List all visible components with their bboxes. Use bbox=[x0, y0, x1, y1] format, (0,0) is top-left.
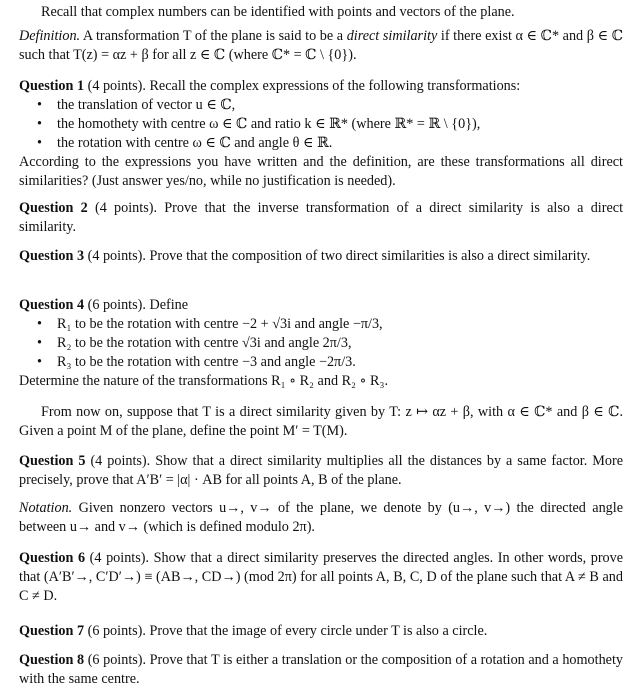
list-item: • R₁ to be the rotation with centre −2 + √3i and angle −π/3, bbox=[31, 315, 623, 334]
question-2-text: Prove that the inverse transformation of a direct similarity is also a direct similarity. bbox=[19, 200, 624, 235]
list-item: • R₂ to be the rotation with centre √3i and angle 2π/3, bbox=[31, 334, 623, 353]
question-1-after: According to the expressions you have written and the definition, are these transformations all direct similarities? (Just answer yes/no, while no justification is needed). bbox=[19, 154, 623, 189]
notation-text: Given nonzero vectors u→, v→ of the plane, we denote by (u→, v→) the directed angle between u→ and v→ (which is defined modulo 2π). bbox=[19, 500, 624, 535]
question-4-bullets bbox=[19, 315, 623, 372]
question-1 bbox=[19, 77, 623, 191]
question-2-points: (4 points). bbox=[94, 200, 157, 216]
question-7-points: (6 points). bbox=[87, 623, 146, 639]
definition-text-b: if there exist α ∈ ℂ* and β ∈ ℂ such that T(z) = αz + β for all z ∈ ℂ (where ℂ* = ℂ \ {0}). bbox=[19, 28, 623, 63]
question-1-text: Recall the complex expressions of the following transformations: bbox=[149, 78, 521, 94]
question-4-title: Question 4 bbox=[19, 297, 85, 313]
list-item: • the rotation with centre ω ∈ ℂ and angle θ ∈ ℝ. bbox=[31, 134, 623, 153]
from-now-on-paragraph bbox=[19, 403, 623, 441]
question-7 bbox=[19, 622, 623, 641]
list-item: • the translation of vector u ∈ ℂ, bbox=[31, 96, 623, 115]
question-5-text: Show that a direct similarity multiplies all the distances by a same factor. More precisely, prove that A′B′ = |α| · AB for all points A, B of the plane. bbox=[19, 453, 623, 488]
question-7-title: Question 7 bbox=[19, 623, 85, 639]
question-8 bbox=[19, 651, 623, 689]
question-6-title: Question 6 bbox=[19, 550, 86, 566]
question-4-after: Determine the nature of the transformations R₁ ∘ R₂ and R₂ ∘ R₃. bbox=[19, 373, 388, 389]
question-5 bbox=[19, 452, 623, 490]
question-8-points: (6 points). bbox=[87, 652, 147, 668]
question-2 bbox=[19, 199, 623, 237]
intro-text: Recall that complex numbers can be identified with points and vectors of the plane. bbox=[41, 4, 515, 20]
question-3-text: Prove that the composition of two direct similarities is also a direct similarity. bbox=[149, 248, 591, 264]
question-6-points: (4 points). bbox=[89, 550, 150, 566]
notation-label: Notation. bbox=[19, 500, 73, 516]
question-6 bbox=[19, 549, 623, 606]
question-4-points: (6 points). bbox=[87, 297, 146, 313]
notation-paragraph bbox=[19, 499, 623, 537]
question-4 bbox=[19, 296, 623, 391]
question-1-title: Question 1 bbox=[19, 78, 85, 94]
question-8-title: Question 8 bbox=[19, 652, 85, 668]
intro-paragraph bbox=[19, 3, 623, 22]
question-4-text: Define bbox=[149, 297, 189, 313]
definition-paragraph bbox=[19, 27, 623, 65]
question-3-points: (4 points). bbox=[87, 248, 146, 264]
from-now-on-text: From now on, suppose that T is a direct similarity given by T: z ↦ αz + β, with α ∈ ℂ* and β ∈ ℂ. Given a point M of the plane, define the point M′ = T(M). bbox=[19, 404, 623, 439]
list-item: • the homothety with centre ω ∈ ℂ and ratio k ∈ ℝ* (where ℝ* = ℝ \ {0}), bbox=[31, 115, 623, 134]
question-2-title: Question 2 bbox=[19, 200, 88, 216]
question-1-bullets bbox=[19, 96, 623, 153]
question-1-points: (4 points). bbox=[87, 78, 146, 94]
question-7-text: Prove that the image of every circle under T is also a circle. bbox=[149, 623, 488, 639]
question-8-text: Prove that T is either a translation or the composition of a rotation and a homothety with the same centre. bbox=[19, 652, 624, 687]
question-3 bbox=[19, 247, 623, 266]
definition-text-a: A transformation T of the plane is said to be a bbox=[82, 28, 347, 44]
question-5-title: Question 5 bbox=[19, 453, 86, 469]
question-6-text: Show that a direct similarity preserves the directed angles. In other words, prove that (A′B′→, C′D′→) ≡ (AB→, CD→) (mod 2π) for all points A, B, C, D of the plane such that A ≠ B and C ≠ D. bbox=[19, 550, 624, 604]
question-3-title: Question 3 bbox=[19, 248, 85, 264]
question-5-points: (4 points). bbox=[90, 453, 151, 469]
list-item: • R₃ to be the rotation with centre −3 and angle −2π/3. bbox=[31, 353, 623, 372]
definition-term: direct similarity bbox=[346, 28, 438, 44]
definition-label: Definition. bbox=[19, 28, 81, 44]
